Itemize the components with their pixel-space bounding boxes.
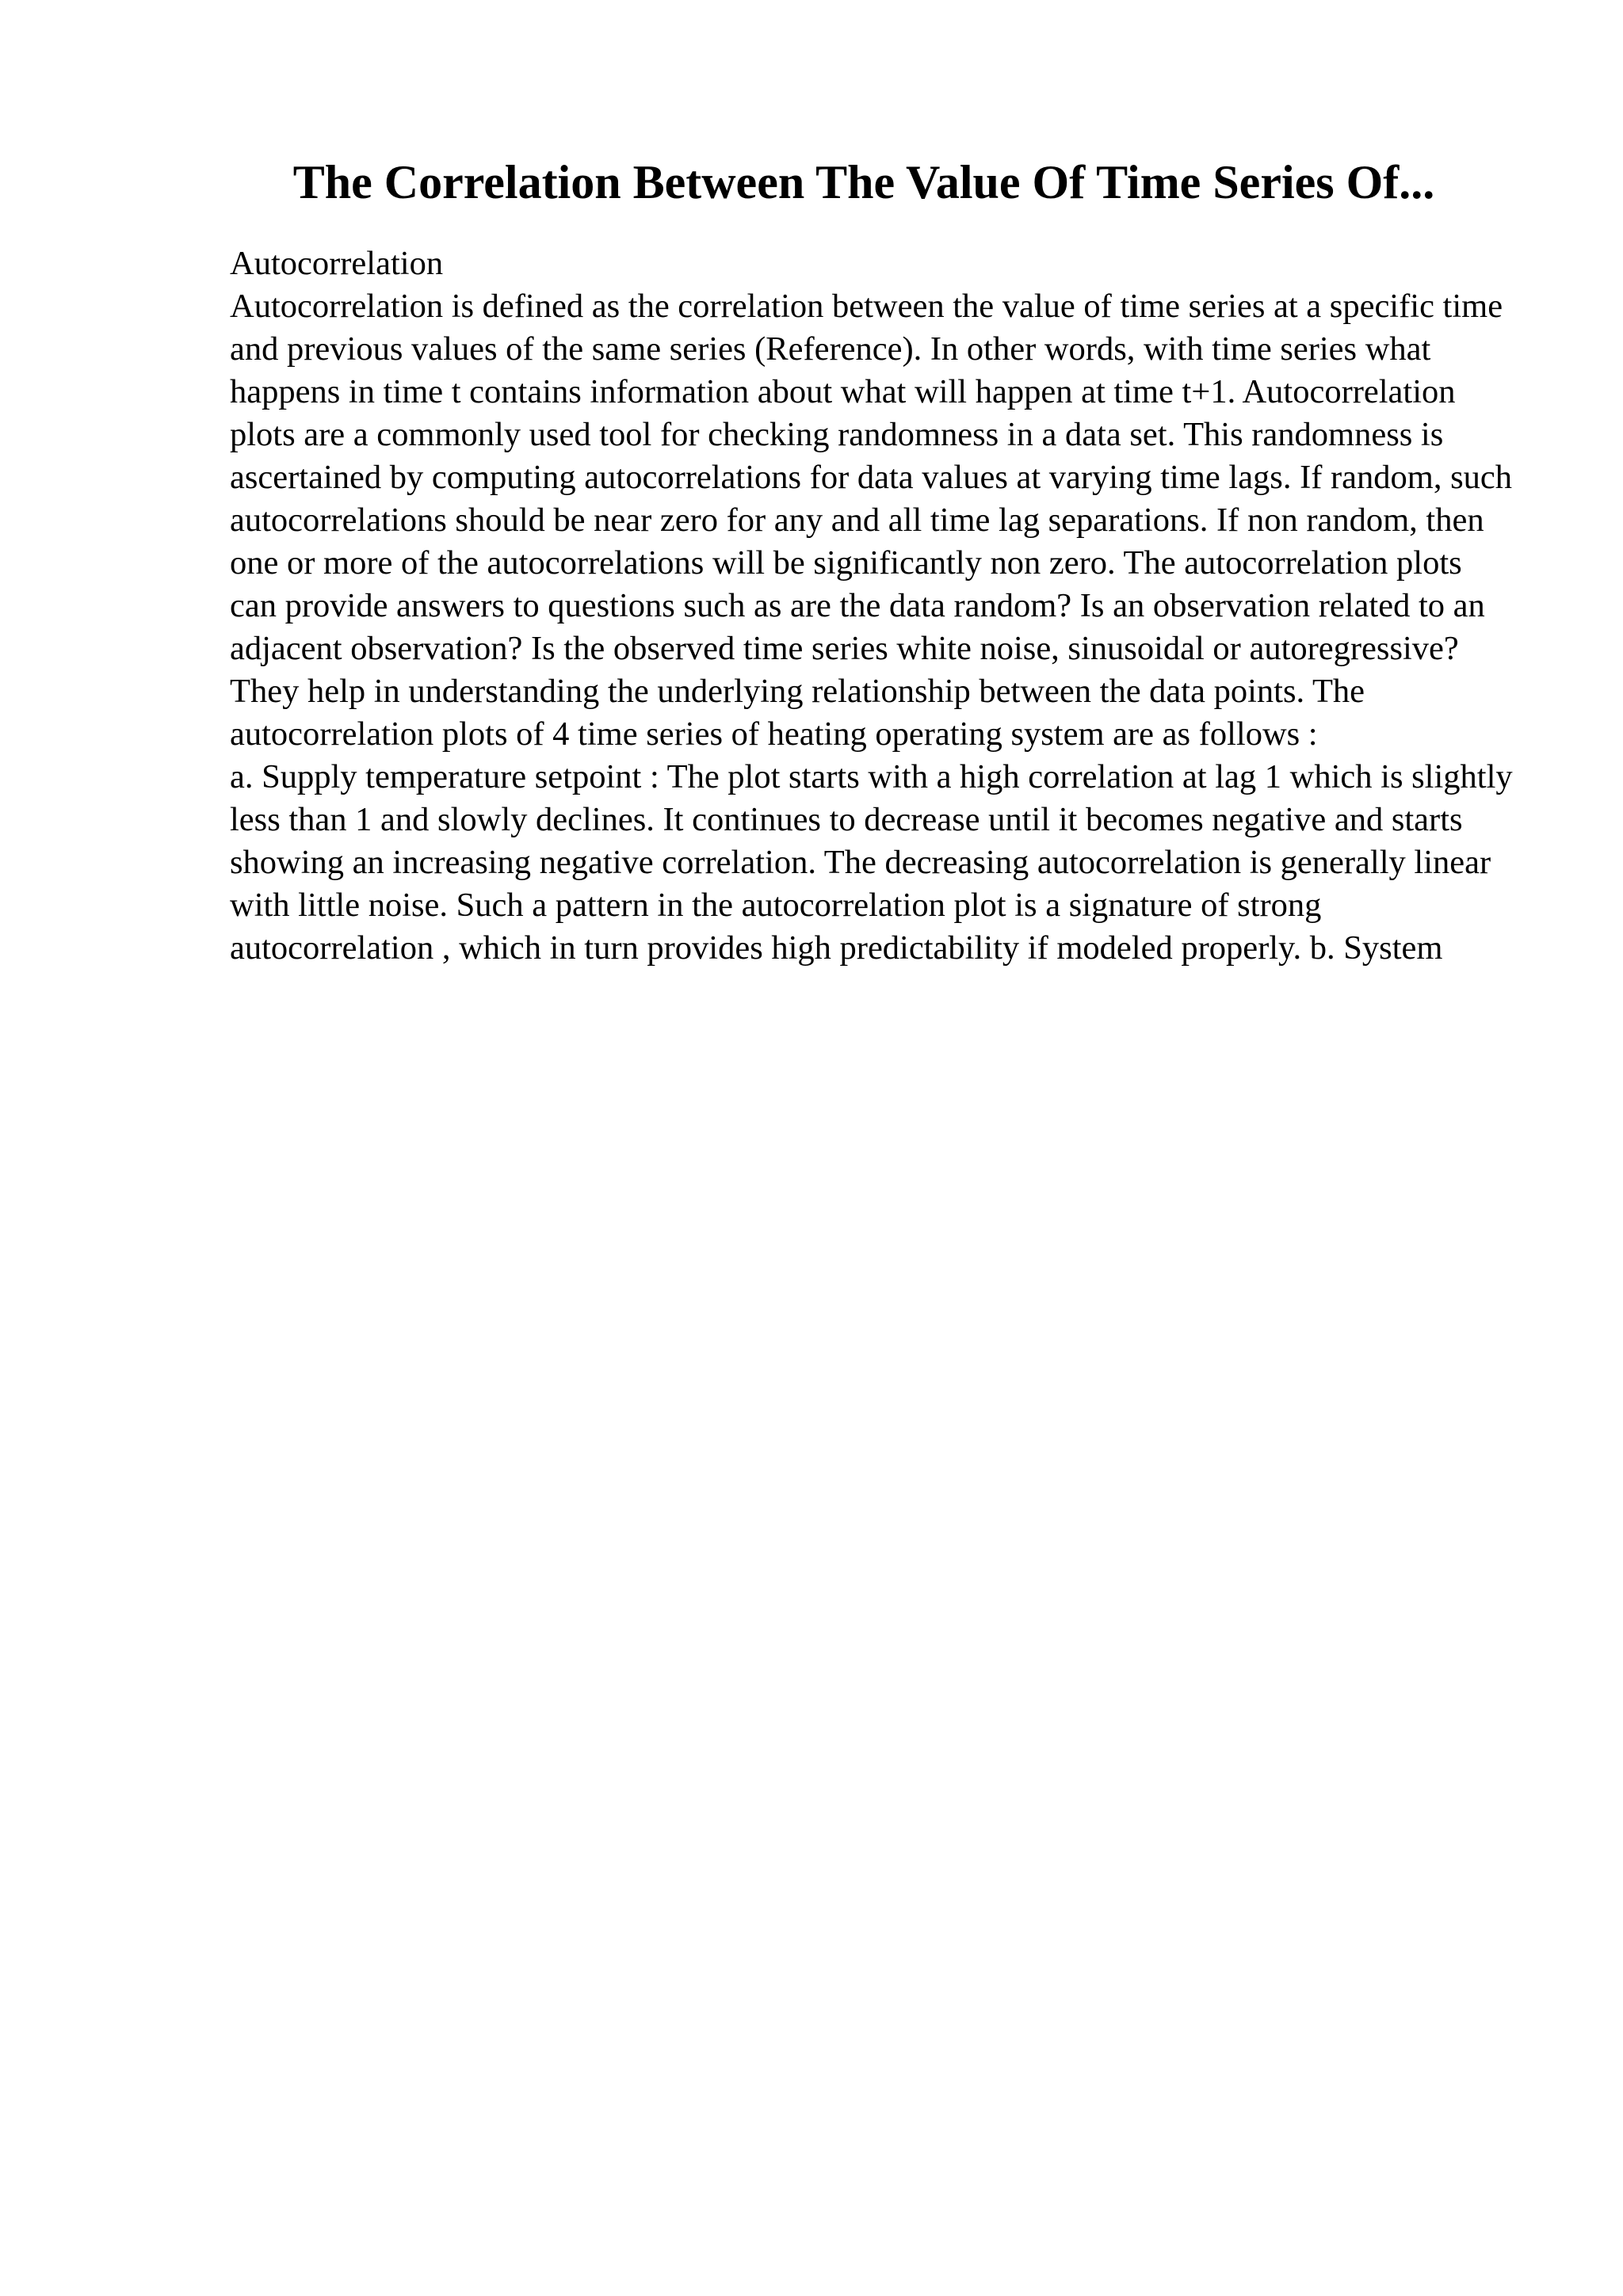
page-title: The Correlation Between The Value Of Time Series Of... [292, 156, 1435, 208]
section-heading: Autocorrelation [230, 245, 444, 282]
paragraph-supply-temperature: a. Supply temperature setpoint : The plot starts with a high correlation at lag 1 which is slightly less than 1 and slowly declines. It continues to decrease until it becomes negative and starts showing an increasing negative correlation. The decreasing autocorrelation is generally linear with little noise. Such a pattern in the autocorrelation plot is a signature of strong autocorrelation , which in turn provides high predictability if modeled properly. b. System [230, 758, 1513, 967]
paragraph-autocorrelation-definition: Autocorrelation is defined as the correlation between the value of time series at a specific time and previous values of the same series (Reference). In other words, with time series what happens in time t contains information about what will happen at time t+1. Autocorrelation plots are a commonly used tool for checking randomness in a data set. This randomness is ascertained by computing autocorrelations for data values at varying time lags. If random, such autocorrelations should be near zero for any and all time lag separations. If non random, then one or more of the autocorrelations will be significantly non zero. The autocorrelation plots can provide answers to questions such as are the data random? Is an observation related to an adjacent observation? Is the observed time series white noise, sinusoidal or autoregressive? They help in understanding the underlying relationship between the data points. The autocorrelation plots of 4 time series of heating operating system are as follows : [230, 288, 1513, 753]
document-body [230, 242, 1514, 970]
